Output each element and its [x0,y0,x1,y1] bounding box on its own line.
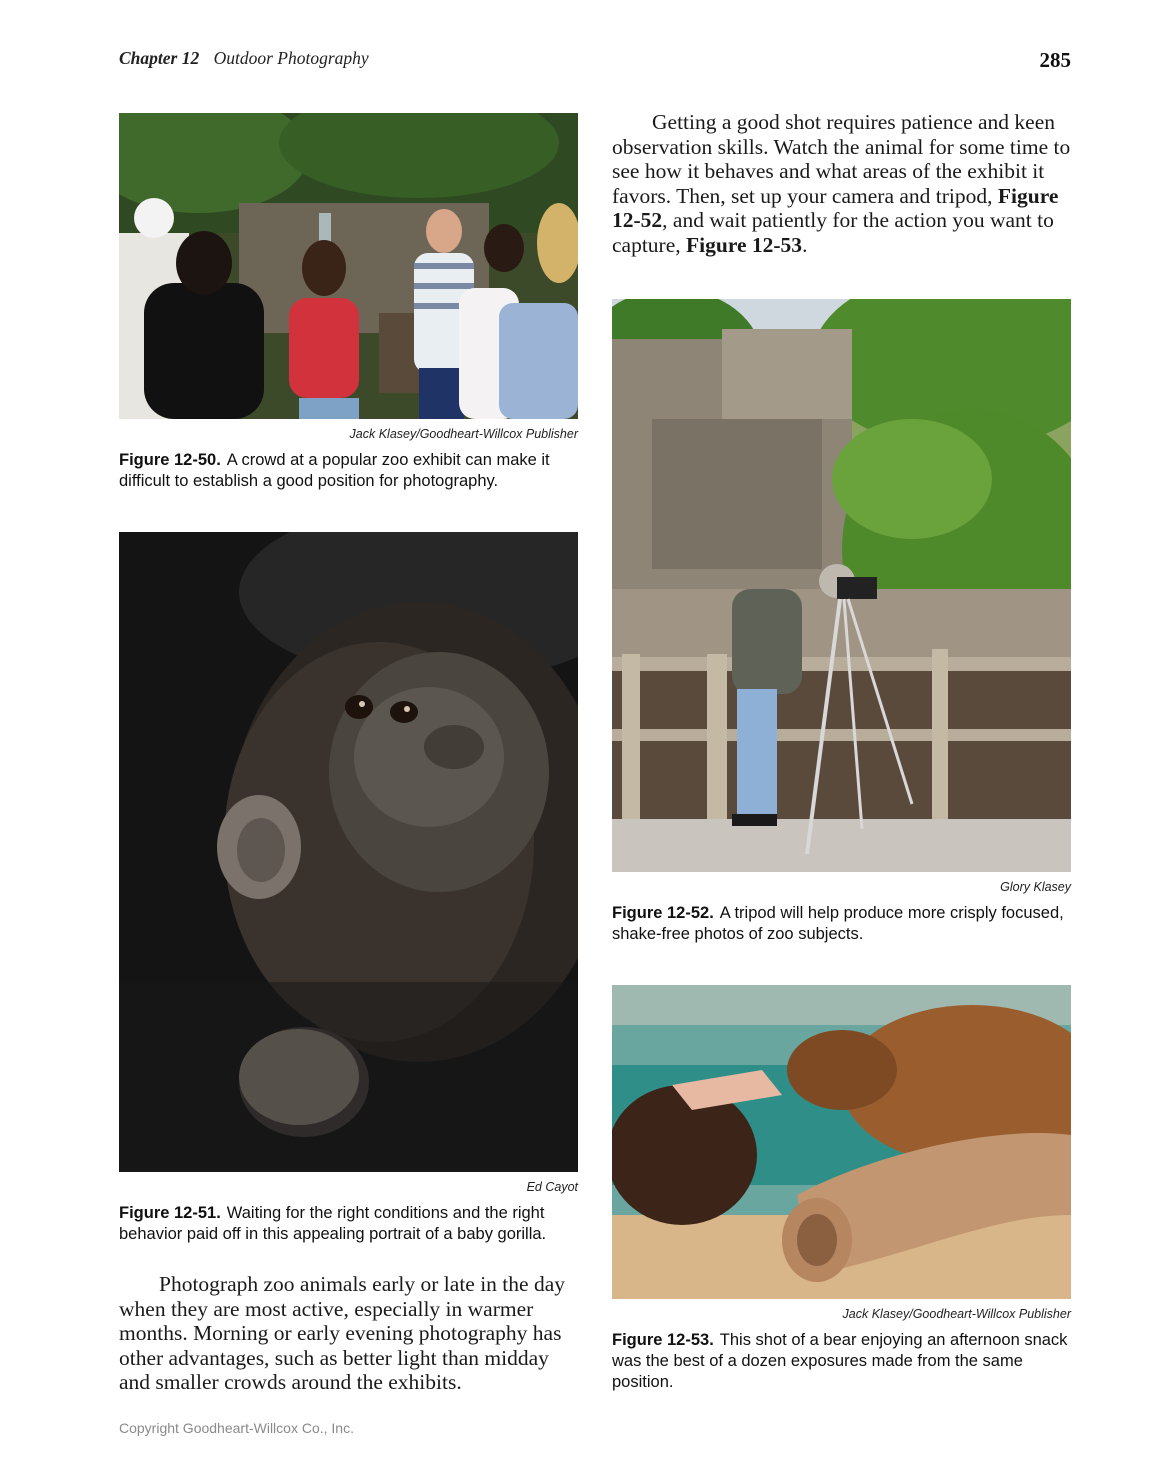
chapter-label: Chapter 12 [119,48,200,68]
figure-caption [119,450,581,492]
figure-caption-text: This shot of a bear enjoying an afternoon snack was the best of a dozen exposures made from the same position. [612,1331,1068,1391]
body-paragraph [612,110,1072,257]
figure-reference: Figure 12-53 [686,232,803,257]
running-header [119,48,369,69]
figure-caption [119,1203,581,1245]
figure-label: Figure 12-50. [119,451,221,469]
figure-caption-text: A tripod will help produce more crisply focused, shake-free photos of zoo subjects. [612,904,1064,943]
figure-label: Figure 12-52. [612,904,714,922]
body-text-segment: , and wait patiently for the action you want to capture, [612,208,1054,257]
copyright-footer: Copyright Goodheart-Willcox Co., Inc. [119,1420,354,1436]
figure-caption-text: A crowd at a popular zoo exhibit can make it difficult to establish a good position for photography. [119,451,550,490]
chapter-title: Outdoor Photography [213,48,369,68]
body-paragraph: Photograph zoo animals early or late in the day when they are most active, especially in warmer months. Morning or early evening photography has other advantages, such as better light than midday and smaller crowds around the exhibits. [119,1272,565,1394]
photo-zoo-crowd [119,113,578,419]
photo-credit: Ed Cayot [526,1180,578,1194]
photo-credit: Jack Klasey/Goodheart-Willcox Publisher [349,427,578,441]
photo-credit: Glory Klasey [1000,880,1071,894]
figure-caption [612,903,1072,945]
figure-reference: Figure 12-52 [612,183,1059,232]
photo-baby-gorilla [119,532,578,1172]
figure-caption-text: Waiting for the right conditions and the right behavior paid off in this appealing portrait of a baby gorilla. [119,1204,547,1243]
photo-bear-snack [612,985,1071,1299]
photo-credit: Jack Klasey/Goodheart-Willcox Publisher [842,1307,1071,1321]
figure-label: Figure 12-51. [119,1204,221,1222]
figure-caption [612,1330,1072,1393]
figure-label: Figure 12-53. [612,1331,714,1349]
page-number: 285 [1039,48,1071,72]
photo-photographer-tripod [612,299,1071,872]
body-text-segment: Getting a good shot requires patience and keen observation skills. Watch the animal for some time to see how it behaves and what areas of the exhibit it favors. Then, set up your camera and tripod, [612,110,1071,208]
body-text-segment: . [802,232,808,257]
